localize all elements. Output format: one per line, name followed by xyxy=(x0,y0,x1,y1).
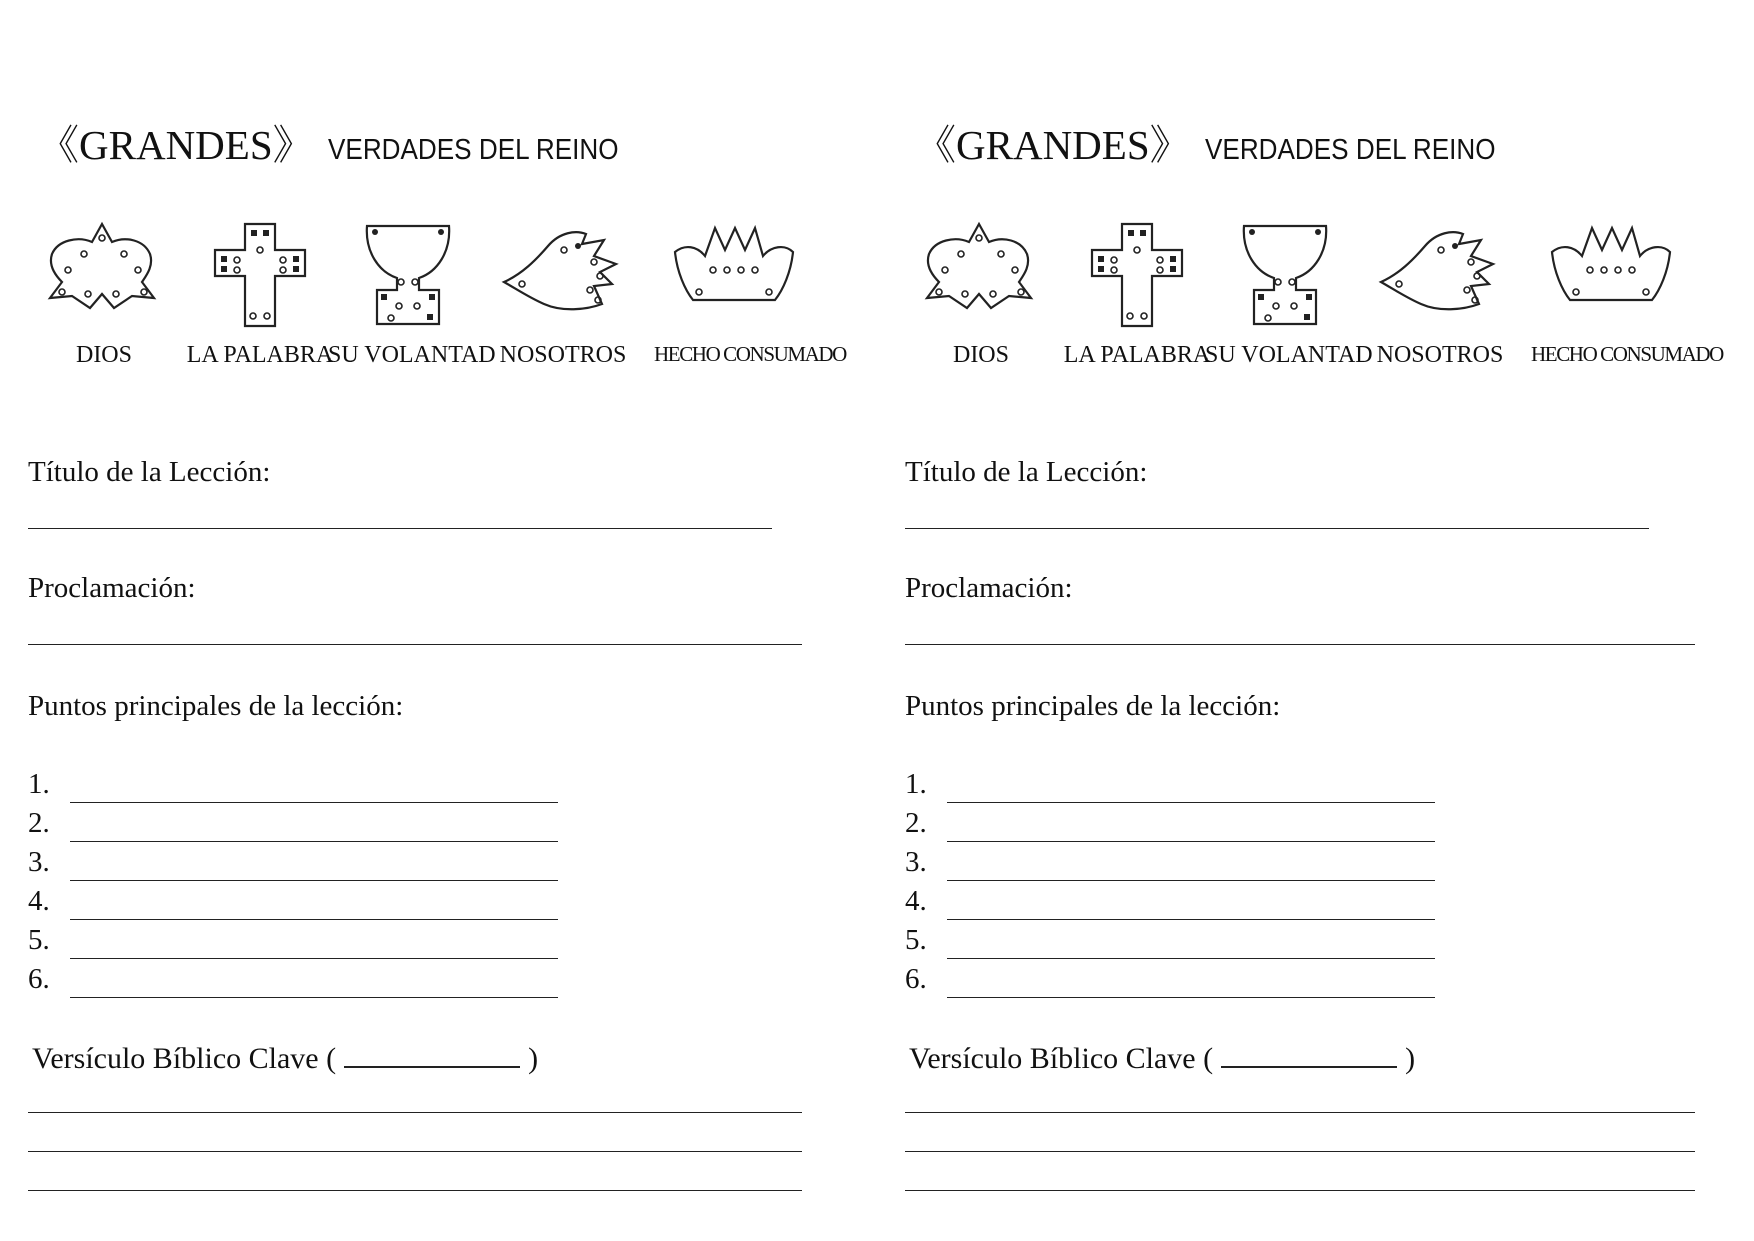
brand-title: 《GRANDES》 xyxy=(915,122,1191,168)
icon-label: NOSOTROS xyxy=(499,342,627,368)
point-answer-line[interactable] xyxy=(70,919,558,920)
icon-cell-consumado xyxy=(1531,220,1723,366)
key-verse-reference-blank[interactable] xyxy=(1221,1040,1397,1068)
list-item xyxy=(905,924,1445,963)
list-item xyxy=(905,963,1445,1002)
list-item xyxy=(28,885,568,924)
list-item xyxy=(28,807,568,846)
key-verse-line[interactable] xyxy=(28,1190,802,1191)
key-verse-text: Versículo Bíblico Clave ( xyxy=(32,1042,337,1075)
lesson-title-line[interactable] xyxy=(28,528,772,529)
icon-label: HECHO CONSUMADO xyxy=(1531,342,1723,366)
point-number: 1. xyxy=(28,768,50,800)
point-number: 4. xyxy=(905,885,927,917)
point-answer-line[interactable] xyxy=(947,841,1435,842)
proclamation-label: Proclamación: xyxy=(28,572,196,604)
list-item xyxy=(905,885,1445,924)
point-answer-line[interactable] xyxy=(947,880,1435,881)
point-number: 2. xyxy=(905,807,927,839)
main-points-label: Puntos principales de la lección: xyxy=(905,690,1281,722)
key-verse-label xyxy=(32,1040,538,1076)
point-answer-line[interactable] xyxy=(947,958,1435,959)
key-verse-text: Versículo Bíblico Clave ( xyxy=(909,1042,1214,1075)
main-points-list xyxy=(905,768,1445,1002)
list-item xyxy=(905,768,1445,807)
icon-cell-voluntad xyxy=(328,220,496,368)
icon-label: SU VOLANTAD xyxy=(1205,342,1373,368)
point-number: 3. xyxy=(905,846,927,878)
key-verse-line[interactable] xyxy=(28,1151,802,1152)
worksheet-right xyxy=(877,0,1754,1241)
list-item xyxy=(28,846,568,885)
cross-icon xyxy=(205,220,315,330)
brand-subtitle: VERDADES DEL REINO xyxy=(327,134,619,166)
icon-cell-consumado xyxy=(654,220,846,366)
main-points-label: Puntos principales de la lección: xyxy=(28,690,404,722)
point-number: 2. xyxy=(28,807,50,839)
star-heart-icon xyxy=(921,220,1041,330)
icon-cell-dios xyxy=(24,220,184,368)
icon-label: SU VOLANTAD xyxy=(328,342,496,368)
brand-subtitle: VERDADES DEL REINO xyxy=(1204,134,1496,166)
list-item xyxy=(28,924,568,963)
icon-label: LA PALABRA xyxy=(1063,342,1211,368)
dove-icon xyxy=(1375,220,1505,330)
key-verse-close: ) xyxy=(528,1042,539,1075)
icon-cell-nosotros xyxy=(1360,220,1520,368)
point-answer-line[interactable] xyxy=(70,841,558,842)
point-answer-line[interactable] xyxy=(70,802,558,803)
point-number: 4. xyxy=(28,885,50,917)
icon-cell-palabra xyxy=(1057,220,1217,368)
point-number: 6. xyxy=(905,963,927,995)
proclamation-line[interactable] xyxy=(905,644,1695,645)
icon-label: LA PALABRA xyxy=(186,342,334,368)
lesson-title-line[interactable] xyxy=(905,528,1649,529)
key-verse-line[interactable] xyxy=(905,1112,1695,1113)
star-heart-icon xyxy=(44,220,164,330)
list-item xyxy=(28,963,568,1002)
key-verse-close: ) xyxy=(1405,1042,1416,1075)
point-number: 5. xyxy=(905,924,927,956)
key-verse-line[interactable] xyxy=(28,1112,802,1113)
list-item xyxy=(28,768,568,807)
point-answer-line[interactable] xyxy=(70,997,558,998)
point-answer-line[interactable] xyxy=(70,880,558,881)
point-answer-line[interactable] xyxy=(947,919,1435,920)
key-verse-label xyxy=(909,1040,1415,1076)
key-verse-line[interactable] xyxy=(905,1190,1695,1191)
icon-row xyxy=(0,220,877,380)
icon-label: HECHO CONSUMADO xyxy=(654,342,846,366)
proclamation-label: Proclamación: xyxy=(905,572,1073,604)
icon-cell-nosotros xyxy=(483,220,643,368)
icon-cell-dios xyxy=(901,220,1061,368)
worksheet-header xyxy=(915,112,1527,171)
crown-icon xyxy=(669,220,799,330)
list-item xyxy=(905,846,1445,885)
point-number: 6. xyxy=(28,963,50,995)
icon-label: DIOS xyxy=(75,342,132,368)
point-number: 5. xyxy=(28,924,50,956)
key-verse-line[interactable] xyxy=(905,1151,1695,1152)
point-number: 1. xyxy=(905,768,927,800)
icon-cell-voluntad xyxy=(1205,220,1373,368)
icon-label: DIOS xyxy=(952,342,1009,368)
chalice-icon xyxy=(1230,220,1340,330)
lesson-title-label: Título de la Lección: xyxy=(28,456,271,488)
list-item xyxy=(905,807,1445,846)
crown-icon xyxy=(1546,220,1676,330)
brand-title: 《GRANDES》 xyxy=(38,122,314,168)
point-answer-line[interactable] xyxy=(947,802,1435,803)
icon-cell-palabra xyxy=(180,220,340,368)
dove-icon xyxy=(498,220,628,330)
point-answer-line[interactable] xyxy=(70,958,558,959)
main-points-list xyxy=(28,768,568,1002)
chalice-icon xyxy=(353,220,463,330)
point-number: 3. xyxy=(28,846,50,878)
lesson-title-label: Título de la Lección: xyxy=(905,456,1148,488)
icon-label: NOSOTROS xyxy=(1376,342,1504,368)
cross-icon xyxy=(1082,220,1192,330)
point-answer-line[interactable] xyxy=(947,997,1435,998)
icon-row xyxy=(877,220,1754,380)
key-verse-reference-blank[interactable] xyxy=(344,1040,520,1068)
worksheet-header xyxy=(38,112,650,171)
proclamation-line[interactable] xyxy=(28,644,802,645)
